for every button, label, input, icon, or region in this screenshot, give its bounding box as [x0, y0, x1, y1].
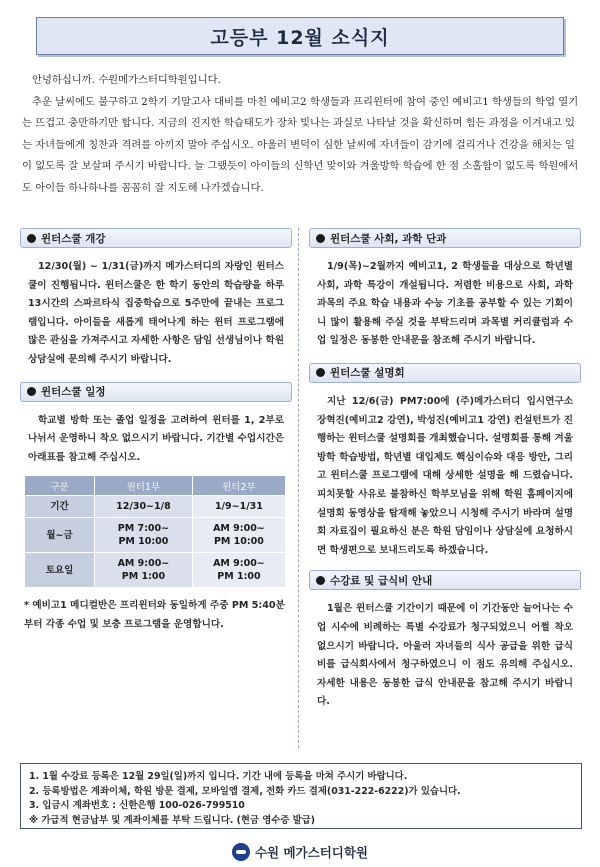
section-heading-winter-open [20, 228, 292, 248]
row-label: 월~금 [25, 518, 95, 553]
bullet-icon [316, 368, 325, 377]
left-column [20, 228, 292, 634]
right-column [309, 228, 581, 712]
cell-line: AM 9:00~ [213, 558, 265, 570]
notice-line: 2. 등록방법은 계좌이체, 학원 방문 결제, 모바일앱 결제, 전화 카드 결제(031-222-6222)가 있습니다. [29, 785, 461, 797]
section-heading-text: 윈터스쿨 일정 [41, 386, 106, 399]
section-body-fees: 1월은 윈터스쿨 기간이기 때문에 이 기간동안 늘어나는 수업 시수에 비례하는 특별 수강료가 청구되었으니 어쩔 착오 없으시기 바랍니다. 아울러 자녀들의 식사 공급을 위한 급식비를 급식회사에서 청구하였으니 이 점도 유의해 주십시오. 자세한 내용은 동봉한 급식 안내문을 참고해 주시기 바랍니다. [317, 603, 573, 708]
section-heading-text: 윈터스쿨 개강 [41, 232, 106, 245]
section-heading-text: 수강료 및 급식비 안내 [330, 574, 433, 587]
cell-line: PM 1:00 [217, 571, 261, 583]
table-cell [95, 553, 193, 588]
cell-line: AM 9:00~ [117, 558, 170, 570]
cell-line: PM 1:00 [121, 571, 166, 583]
logo-icon [232, 843, 250, 861]
logo-text: 수원 메가스터디학원 [254, 845, 369, 860]
intro-body: 추운 날씨에도 불구하고 2학기 기말고사 대비를 마친 예비고2 학생들과 프리윈터에 참여 중인 예비고1 학생들의 학업 열기는 뜨겁고 충만하기만 합니다. 지금의 진지한 학습태도가 장차 빛나는 과실로 나타날 것을 확신하며 힘든 과정을 이겨내고 있는 자녀들에게 칭찬과 격려를 아끼지 말아 주십시오. 아울러 변덕이 심한 날씨에 자녀들이 감기에 걸리거나 건강을 해치는 일이 없도록 잘 보살펴 주시기 바랍니다. 늘 그랬듯이 아이들의 신학년 맞이와 겨울방학 학습에 한 점 소홀함이 없도록 학원에서도 아이들 하나하나를 꼼꼼히 잘 지도해 나가겠습니다. [22, 95, 579, 194]
notice-line: 3. 입금시 계좌번호 : 신한은행 100-026-799510 [29, 800, 245, 811]
table-cell [192, 518, 285, 553]
intro-section [22, 70, 582, 199]
table-row [25, 553, 286, 588]
cell-line: PM 10:00 [118, 536, 169, 548]
table-cell [95, 518, 193, 553]
registration-notice-box [20, 763, 582, 829]
column-divider [298, 228, 299, 748]
section-heading-winter-schedule [20, 382, 292, 402]
section-heading-social-science [309, 228, 581, 248]
intro-greeting: 안녕하십니까. 수원메가스터디학원입니다. [32, 74, 221, 86]
section-body-briefing: 지난 12/6(금) PM7:00에 (주)메가스터디 입시연구소 장혁진(예비고2 강연), 박성진(예비고1 강연) 컨설턴트가 진행하는 윈터스쿨 설명회를 개최했습니다. 설명회를 통해 겨울방학 학습방법, 학년별 대입제도 핵심이슈와 대응 방안, 그리고 윈터스쿨 프로그램에 대해 상세한 설명을 해 드렸습니다. 피치못할 사유로 불참하신 학부모님을 위해 학원 홈페이지에 설명회 동영상을 탑재해 놓았으니 시청해 주시기 바라며 설명회 자료집이 필요하신 분은 학원 담임이나 상담실에 요청하시면 학생편으로 보내드리도록 하겠습니다. [317, 395, 573, 556]
notice-line: ※ 가급적 현금납부 및 계좌이체를 부탁 드립니다. (현금 영수증 발급) [29, 814, 316, 826]
cell-line: AM 9:00~ [213, 523, 265, 535]
table-header-row [25, 476, 286, 496]
bullet-icon [27, 387, 36, 396]
section-body-social-science: 1/9(목)~2월까지 예비고1, 2 학생들을 대상으로 학년별 사회, 과학 특강이 개설됩니다. 저렴한 비용으로 사회, 과학 과목의 주요 학습 내용과 수능 기초를 공부할 수 있는 기회이니 많이 활용해 주실 것을 부탁드리며 과목별 커리큘럼과 수업 일정은 동봉한 안내문을 참조해 주시기 바랍니다. [317, 261, 573, 347]
cell-line: PM 10:00 [213, 536, 264, 548]
academy-logo [0, 840, 600, 864]
section-body-winter-open: 12/30(월) ~ 1/31(금)까지 메가스터디의 자랑인 윈터스쿨이 진행됩니다. 윈터스쿨은 한 학기 동안의 학습량을 하루 13시간의 스파르타식 집중학습으로 5주만에 끝내는 프로그램입니다. 아이들을 새롭게 태어나게 하는 윈터 프로그램에 많은 관심을 가져주시고 자세한 사항은 담임 선생님이나 학원 상담실에 문의해 주시기 바랍니다. [28, 261, 284, 365]
table-cell: 12/30~1/8 [95, 496, 193, 518]
table-cell [192, 553, 285, 588]
table-header: 윈터2부 [192, 476, 285, 496]
section-heading-briefing [309, 363, 581, 383]
row-label: 기간 [25, 496, 95, 518]
schedule-note: * 예비고1 메디컬반은 프리윈터와 동일하게 주중 PM 5:40분부터 각종 수업 및 보충 프로그램을 운영합니다. [24, 600, 285, 631]
table-row [25, 496, 286, 518]
section-body-winter-schedule: 학교별 방학 또는 졸업 일정을 고려하여 윈터를 1, 2부로 나뉘서 운영하니 착오 없으시기 바랍니다. 기간별 수업시간은 아래표를 참고해 주십시오. [28, 414, 284, 463]
bullet-icon [316, 234, 325, 243]
table-header: 구분 [25, 476, 95, 496]
schedule-table [24, 475, 286, 588]
page-title: 고등부 12월 소식지 [210, 26, 390, 49]
bullet-icon [316, 576, 325, 585]
table-row [25, 518, 286, 553]
table-cell: 1/9~1/31 [192, 496, 285, 518]
table-header: 윈터1부 [95, 476, 193, 496]
section-heading-text: 윈터스쿨 설명회 [330, 367, 405, 380]
title-banner [36, 17, 564, 55]
notice-line: 1. 1월 수강료 등록은 12월 29일(일)까지 입니다. 기간 내에 등록을 마쳐 주시기 바랍니다. [29, 771, 408, 782]
row-label: 토요일 [25, 553, 95, 588]
bullet-icon [27, 234, 36, 243]
section-heading-text: 윈터스쿨 사회, 과학 단과 [330, 232, 447, 245]
cell-line: PM 7:00~ [117, 523, 170, 535]
section-heading-fees [309, 570, 581, 590]
